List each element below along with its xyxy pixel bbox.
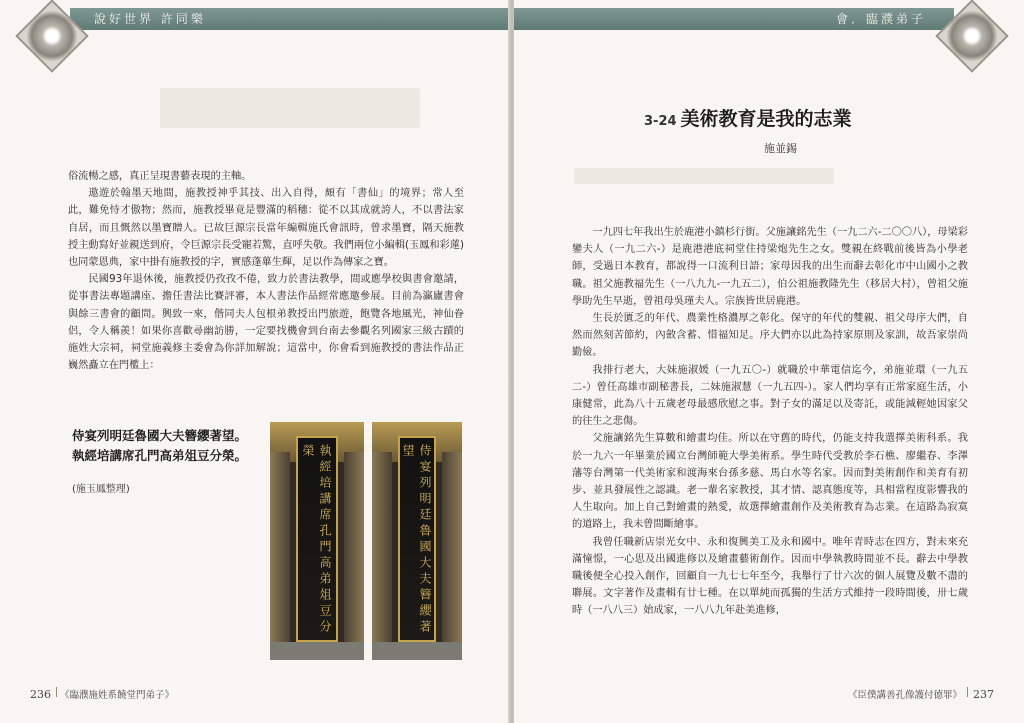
right-page-header: 會．臨濮弟子 — [514, 8, 954, 30]
article-title-text: 美術教育是我的志業 — [680, 108, 852, 130]
paragraph: 遨遊於翰墨天地間，施教授神乎其技、出入自得，頗有「書仙」的境界；常人至此，難免恃才傲物；然而，施教授畢竟是豐滿的稻穗：從不以其成就誇人，不以書法家自居，而且慨然以墨寶贈人。已故巨源宗長當年編輯施氏會訊時，曾求墨寶，隔天施教授主動寫好並親送到府，令巨源宗長受寵若驚，直呼失敬。我們兩位小編輯(玉鳳和彩蓮)也同蒙恩典，家中掛有施教授的字，實感蓬蓽生輝，足以作為傳家之寶。 — [68, 188, 464, 269]
plaque-text: 侍宴列明廷魯國大夫簪纓著望 — [401, 444, 432, 636]
plaque-board — [398, 436, 436, 642]
editor-credit: (施玉鳳整理) — [72, 484, 130, 495]
paragraph: 一九四七年我出生於鹿港小鎮杉行街。父施讓銘先生（一九二六-二〇〇八），母梁彩鑾夫人（一九二六-）是鹿港港底祠堂住持梁炮先生之女。雙親在終戰前後皆為小學老師，受過日本教育，都說得一口流利日語；家母因我的出生而辭去彰化市中山國小之教職。祖父施教福先生（一八九九-一九五二），伯公祖施教隆先生（移居大村），曾祖父施學助先生早逝，曾祖母吳瑾夫人。宗族皆世居鹿港。 — [572, 227, 968, 307]
left-page — [0, 0, 510, 723]
calligraphy-plaque-photo — [372, 422, 462, 660]
paragraph: 民國93年退休後，施教授仍孜孜不倦，致力於書法教學，間或應學校與書會邀請，從事書法專題講座、擔任書法比賽評審，本人書法作品經常應邀參展。目前為瀛廬書會與餘三書會的顧問。興致一來，偕同夫人包根弟教授出門旅遊，飽覽各地風光，神仙眷侶，令人稱羨！如果你喜歡尋幽訪勝，一定要找機會到台南去參觀名列國家三級古蹟的施姓大宗祠，祠堂施義修主委會為你詳加解說；這當中，你會看到施教授的書法作品正巍然矗立在門檻上： — [68, 274, 464, 372]
paragraph: 俗流暢之感，真正呈現書藝表現的主軸。 — [68, 171, 252, 182]
footer-divider — [967, 687, 968, 697]
plaque-board — [296, 436, 338, 642]
left-page-header: 說好世界 許同樂 — [70, 8, 510, 30]
faded-print-area — [574, 168, 834, 184]
article-title — [644, 104, 852, 131]
page-number: 237 — [973, 688, 994, 701]
faded-print-area — [160, 88, 420, 128]
footer-title: 《臨濮施姓系饒堂門弟子》 — [60, 690, 175, 701]
couplet — [72, 426, 262, 466]
right-page — [514, 0, 1024, 723]
left-body-text — [68, 168, 464, 374]
plaque-text: 執經培講席孔門高弟俎豆分榮 — [301, 444, 332, 636]
footer-title: 《臣僕講善孔像護付德罪》 — [847, 690, 962, 701]
footer-divider — [56, 687, 57, 697]
couplet-line: 侍宴列明廷魯國大夫簪纓著望。 — [72, 428, 248, 443]
article-author: 施並錫 — [764, 142, 797, 155]
paragraph: 生長於匱乏的年代、農業性格濃厚之彰化。保守的年代的雙親、祖父母序大們，自然而然刻苦節約，內斂含蓄、惜福知足。序大們亦以此為持家原則及家訓，故吾家崇尚勤儉。 — [572, 313, 968, 359]
calligraphy-plaque-photo — [270, 422, 364, 660]
paragraph: 我曾任職新店崇光女中、永和復興美工及永和國中。唯年青時志在四方，對未來充滿憧憬，一心思及出國進修以及繪畫藝術創作。因而中學執教時間並不長。辭去中學教職後便全心投入創作，回顧自一九七七年至今，我舉行了廿六次的個人展覽及數不盡的聯展。文字著作及畫輯有廿七種。在以單純而孤獨的生活方式維持一段時間後，卅七歲時（一八八三）始成家，一八八九年赴美進修， — [572, 536, 968, 617]
paragraph: 我排行老大，大妹施淑媛（一九五〇-）就職於中華電信迄今，弟施並環（一九五二-）曾任高雄市副秘書長，二妹施淑慧（一九五四-）。家人們均享有正常家庭生活，小康健常，此為八十五歲老母最感欣慰之事。對子女的滿足以及寄託，或能減輕她因家父的往生之悲傷。 — [572, 364, 968, 428]
page-number: 236 — [30, 688, 51, 701]
article-number: 3-24 — [644, 114, 677, 129]
paragraph: 父施讓銘先生算數和繪畫均佳。所以在守舊的時代，仍能支持我選擇美術科系。我於一九六一年畢業於國立台灣師範大學美術系。學生時代受教於李石樵、廖繼春、李澤藩等台灣第一代美術家和渡海來台孫多慈、馬白水等名家。因而對美術創作和美育有初步、並具發展性之認識。老一輩名家教授，其才情、認真態度等，具相當程度影響我的人生取向。加上自己對繪畫的熱愛，故選擇繪畫創作及美術教育為志業。在這路為寂寞的道路上，我未曾間斷繪事。 — [572, 433, 968, 531]
right-body-text — [572, 224, 968, 620]
couplet-line: 執經培講席孔門高弟俎豆分榮。 — [72, 448, 248, 463]
